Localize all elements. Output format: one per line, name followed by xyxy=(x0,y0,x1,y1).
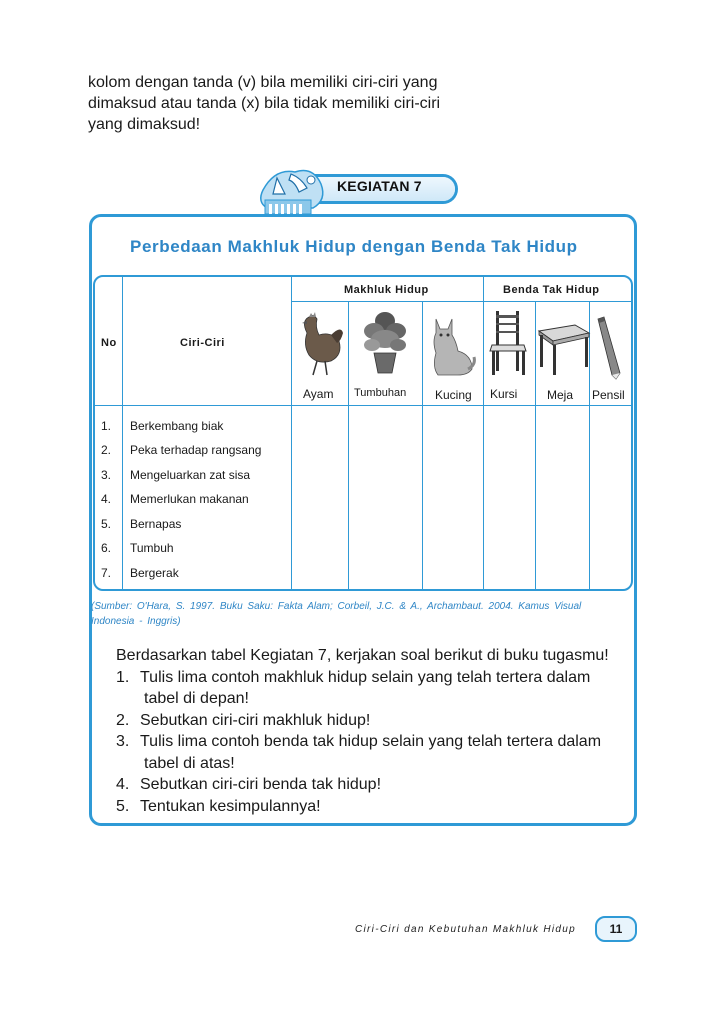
column-header-ciri: Ciri-Ciri xyxy=(180,337,225,349)
item-label-kucing: Kucing xyxy=(435,388,472,402)
chapter-footer: Ciri-Ciri dan Kebutuhan Makhluk Hidup xyxy=(355,924,576,935)
row-no: 4. xyxy=(101,492,112,506)
row-no: 2. xyxy=(101,443,112,457)
row-no: 3. xyxy=(101,468,112,482)
item-label-ayam: Ayam xyxy=(303,387,334,401)
intro-line: dimaksud atau tanda (x) bila tidak memiliki ciri-ciri xyxy=(88,95,441,112)
item-label-kursi: Kursi xyxy=(490,387,518,401)
row-ciri: Mengeluarkan zat sisa xyxy=(130,468,251,482)
cat-icon xyxy=(428,311,478,377)
source-citation xyxy=(91,599,631,629)
item-label-meja: Meja xyxy=(547,388,574,402)
row-no: 6. xyxy=(101,541,112,555)
task-item-continuation: tabel di depan! xyxy=(144,690,249,707)
table-icon xyxy=(535,323,591,375)
comparison-table xyxy=(93,275,633,591)
row-ciri: Tumbuh xyxy=(130,541,174,555)
task-item: 3. Tulis lima contoh benda tak hidup selain yang telah tertera dalam xyxy=(116,733,602,750)
task-item: 5. Tentukan kesimpulannya! xyxy=(116,797,321,815)
science-flask-icon xyxy=(255,160,335,222)
task-list xyxy=(116,645,609,817)
potted-plant-icon xyxy=(362,309,408,375)
task-item-continuation: tabel di atas! xyxy=(144,754,235,772)
row-no: 7. xyxy=(101,566,112,580)
column-header-no: No xyxy=(101,337,117,349)
row-ciri: Bergerak xyxy=(130,566,179,580)
source-line: (Sumber: O'Hara, S. 1997. Buku Saku: Fakta Alam; Corbeil, J.C. & A., Archambaut. 2004. Kamus Visual xyxy=(91,601,582,612)
source-line: Indonesia - Inggris) xyxy=(91,616,181,627)
row-no: 1. xyxy=(101,419,112,433)
activity-label: KEGIATAN 7 xyxy=(337,178,422,194)
row-no: 5. xyxy=(101,517,112,531)
task-item: 4. Sebutkan ciri-ciri benda tak hidup! xyxy=(116,776,382,793)
row-ciri: Berkembang biak xyxy=(130,419,224,433)
activity-badge xyxy=(255,160,470,222)
row-ciri: Bernapas xyxy=(130,517,182,531)
item-label-pensil: Pensil xyxy=(592,388,625,402)
table-title: Perbedaan Makhluk Hidup dengan Benda Tak Hidup xyxy=(130,237,578,256)
chicken-icon xyxy=(297,311,345,377)
column-header-hidup: Makhluk Hidup xyxy=(344,284,429,296)
item-label-tumbuhan: Tumbuhan xyxy=(354,387,407,399)
row-ciri: Memerlukan makanan xyxy=(130,492,249,506)
intro-line: yang dimaksud! xyxy=(88,116,201,133)
chair-icon xyxy=(486,307,532,377)
task-intro: Berdasarkan tabel Kegiatan 7, kerjakan soal berikut di buku tugasmu! xyxy=(116,647,609,664)
row-ciri: Peka terhadap rangsang xyxy=(130,443,262,457)
page-number: 11 xyxy=(595,916,637,942)
intro-paragraph xyxy=(88,72,488,135)
task-item: 1. Tulis lima contoh makhluk hidup selain yang telah tertera dalam xyxy=(116,668,591,686)
column-header-tak-hidup: Benda Tak Hidup xyxy=(503,284,600,296)
pencil-icon xyxy=(594,315,624,381)
intro-line: kolom dengan tanda (v) bila memiliki ciri-ciri yang xyxy=(88,74,438,91)
task-item: 2. Sebutkan ciri-ciri makhluk hidup! xyxy=(116,711,371,729)
